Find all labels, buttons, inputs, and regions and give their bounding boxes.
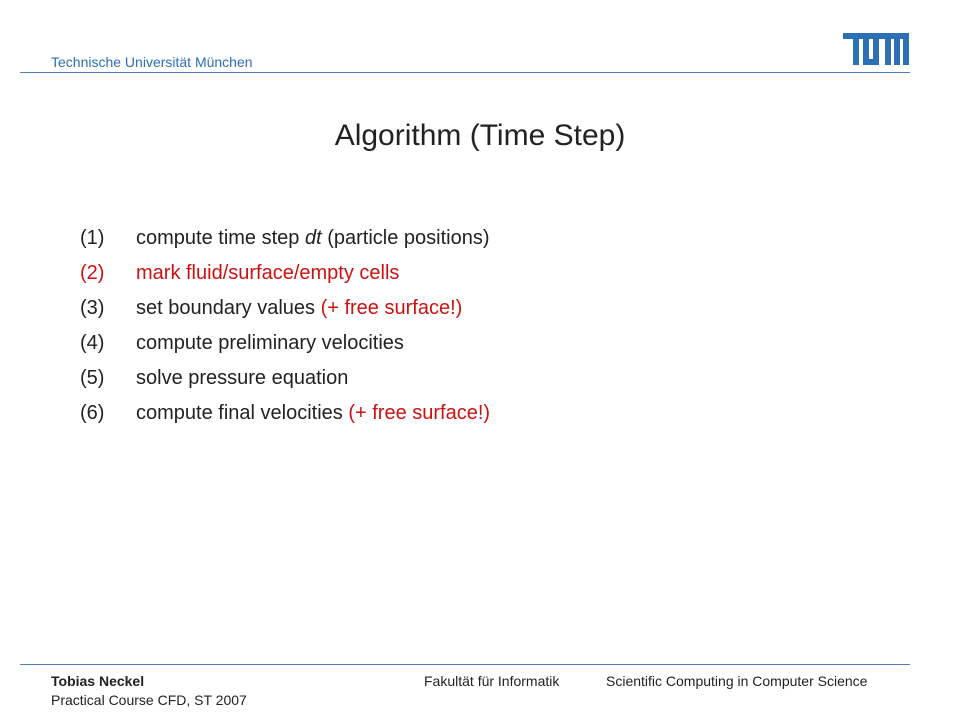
step-number: (6): [80, 402, 105, 424]
step-2: [80, 259, 490, 294]
step-text-rest: (particle positions): [321, 227, 490, 249]
step-number: (4): [80, 332, 105, 354]
step-text: compute time step: [136, 227, 305, 249]
step-number: (1): [80, 227, 105, 249]
footer-faculty: Fakultät für Informatik: [424, 673, 560, 689]
step-3: [80, 294, 490, 329]
step-number: (2): [80, 262, 105, 284]
step-text-highlight: (+ free surface!): [320, 297, 463, 319]
step-text: compute preliminary velocities: [136, 332, 404, 354]
step-text: solve pressure equation: [136, 367, 349, 389]
footer-chair: Scientific Computing in Computer Science: [606, 673, 868, 689]
header-university: Technische Universität München: [51, 54, 253, 70]
step-text: compute final velocities: [136, 402, 349, 424]
step-text-italic: dt: [304, 227, 322, 249]
step-text: mark fluid/surface/empty cells: [136, 262, 400, 284]
footer-course: Practical Course CFD, ST 2007: [51, 692, 247, 708]
step-6: [80, 399, 490, 434]
step-number: (3): [80, 297, 105, 319]
tum-logo-icon: [843, 33, 909, 65]
header-divider: [20, 72, 910, 73]
algorithm-steps: [80, 224, 490, 434]
step-5: [80, 364, 490, 399]
step-1: [80, 224, 490, 259]
footer-author: Tobias Neckel: [51, 673, 145, 689]
step-text-highlight: (+ free surface!): [348, 402, 491, 424]
step-text: set boundary values: [136, 297, 321, 319]
step-4: [80, 329, 490, 364]
slide-title: Algorithm (Time Step): [334, 119, 626, 152]
step-number: (5): [80, 367, 105, 389]
footer-divider: [20, 664, 910, 665]
